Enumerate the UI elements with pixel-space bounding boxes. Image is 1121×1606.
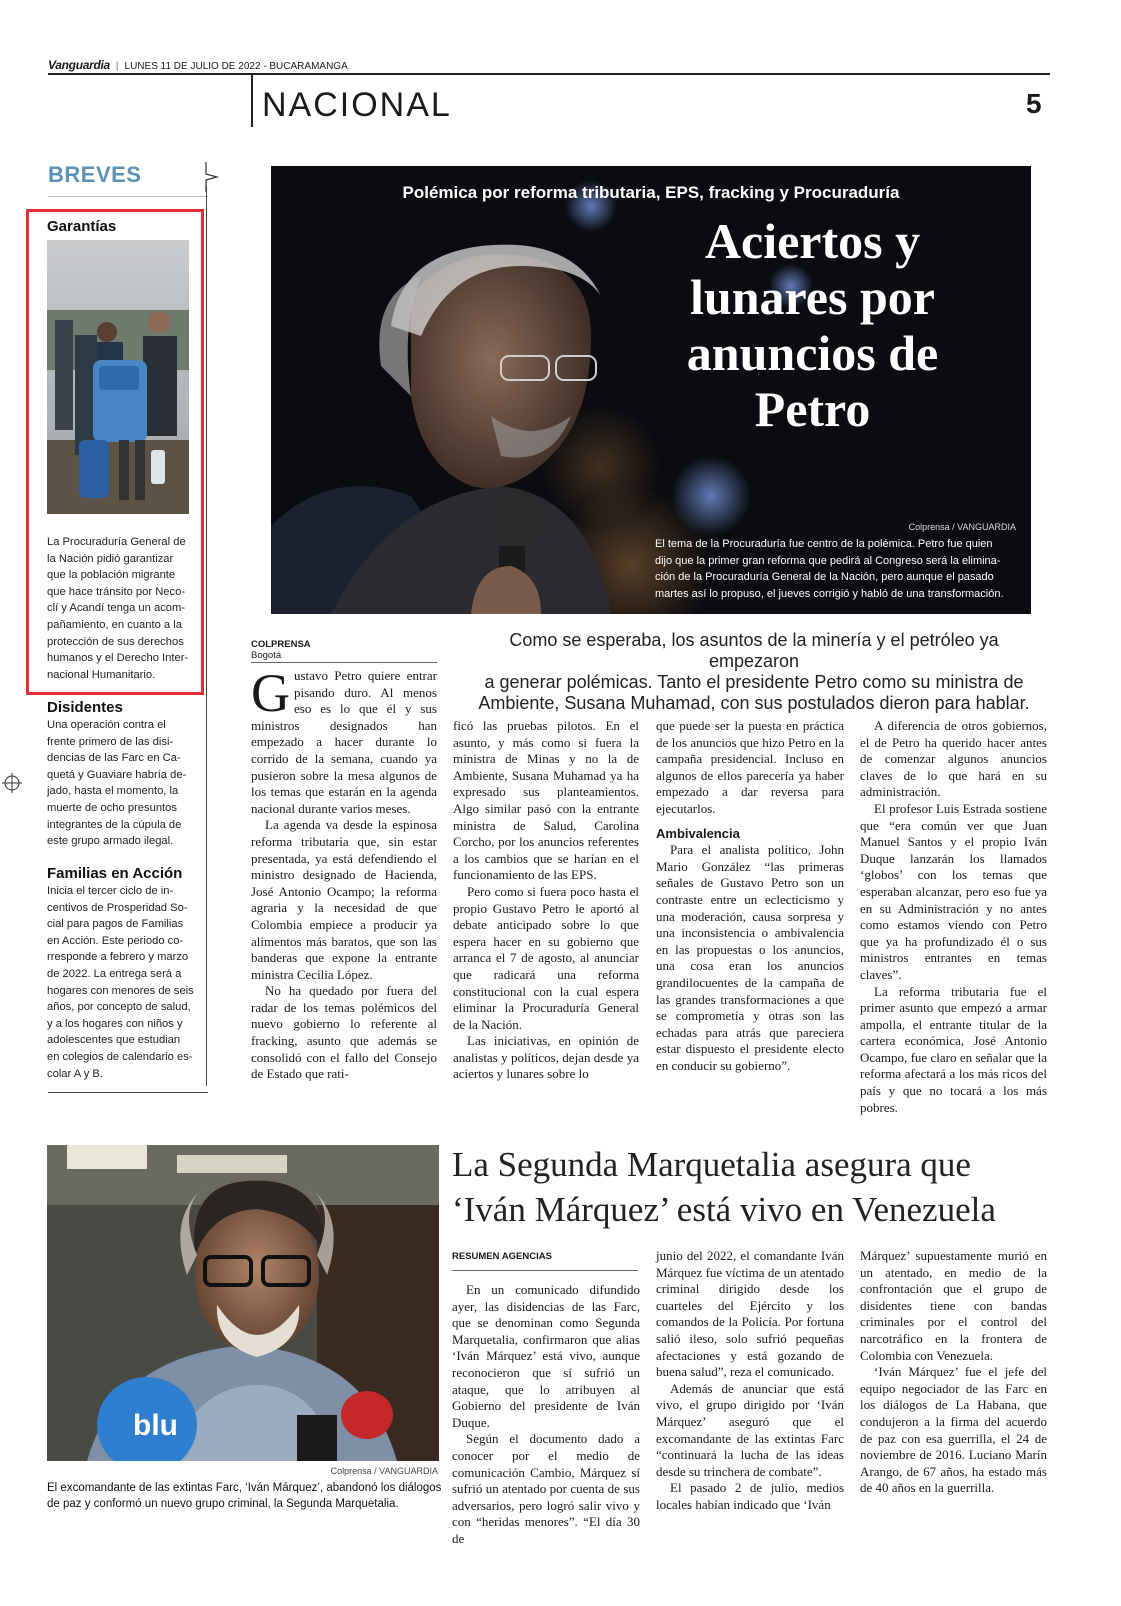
- breves-bottom-rule: [48, 1092, 208, 1093]
- masthead-separator: |: [115, 61, 119, 72]
- article-paragraph: Pero como si fuera poco hasta el propio Gustavo Petro le aportó al debate anticipado sobre lo que espera hacer en su gobierno que arranca el 7 de agosto, al anunciar que radicará una reforma constitucional con la cual espera eliminar la Procuraduría General de la Nación.: [453, 883, 639, 1032]
- article-column-3: [656, 718, 844, 1074]
- registration-mark-icon: [2, 773, 22, 793]
- masthead-rule: [48, 73, 1050, 75]
- photo-caption-story2: El excomandante de las extintas Farc, ‘Iván Márquez’, abandonó los diálogos de paz y conformó un nuevo grupo criminal, la Segunda Marquetalia.: [47, 1482, 442, 1510]
- article-paragraph: Según el documento dado a conocer por el medio de comunicación Cambio, Márquez sí sufrió un atentado por cuenta de sus adversarios, pero logró salir vivo y con “heridas menores”. “El día 30 de: [452, 1431, 640, 1546]
- article-paragraph: La reforma tributaria fue el primer asunto que empezó a armar ampolla, el entrante titular de la cartera económica, José Antonio Ocampo, fue claro en señalar que la reforma afectará a los más ricos del país y que no tocará a los más pobres.: [860, 983, 1047, 1115]
- article-subhead: Ambivalencia: [656, 825, 740, 841]
- hero-kicker: Polémica por reforma tributaria, EPS, fracking y Procuraduría: [402, 183, 900, 202]
- article-paragraph: A diferencia de otros gobiernos, el de Petro ha querido hacer antes de comenzar algunos anuncios claves de lo que hará en su administración.: [860, 718, 1047, 800]
- article-paragraph: Además de anunciar que está vivo, el grupo dirigido por ‘Iván Márquez’ aseguró que el excomandante de las extintas Farc “continuará la lucha de las ideas desde su trinchera de combate”.: [656, 1380, 844, 1479]
- article-column-1: [251, 663, 437, 1083]
- article-paragraph: El pasado 2 de julio, medios locales habían indicado que ‘Iván: [656, 1480, 844, 1512]
- masthead-brand: Vanguardia: [48, 58, 110, 72]
- byline-rule: [452, 1270, 638, 1271]
- article-paragraph: que puede ser la puesta en práctica de los anuncios que hizo Petro en la campaña presidencial. Incluso en algunos de ellos parecería ya haber empezado a dar reversa para ejecutarlos.: [656, 718, 844, 816]
- article-paragraph: Márquez’ supuestamente murió en un atentado, en medio de la confrontación que el grupo de disidentes tiene con bandas criminales por el control del narcotráfico en la frontera de Colombia con Venezuela.: [860, 1248, 1047, 1363]
- article-deck: Como se esperaba, los asuntos de la minería y el petróleo ya empezaron a generar polémicas. Tanto el presidente Petro como su ministra de Ambiente, Susana Muhamad, con sus postulados dieron para hablar.: [478, 630, 1030, 713]
- brief-text-garantias: La Procuraduría General de la Nación pidió garantizar que la población migrante que hace tránsito por Neco- clí y Acandí tenga un acom- pañamiento, en cuanto a la protección de sus derechos humanos y el Derecho Inter- nacional Humanitario.: [47, 536, 189, 681]
- breves-column-rule: [206, 186, 207, 1086]
- article-column-2: [453, 718, 639, 1083]
- photo-ivan-marquez: [47, 1145, 439, 1461]
- brief-heading-garantias: Garantías: [47, 218, 117, 235]
- section-title: NACIONAL: [262, 86, 452, 124]
- blu-mic-logo: blu: [133, 1409, 178, 1442]
- story2-headline: La Segunda Marquetalia asegura que ‘Iván Márquez’ está vivo en Venezuela: [452, 1145, 996, 1229]
- brief-text-familias: Inicia el tercer ciclo de in- centivos de Prosperidad So- cial para pagos de Familias en Acción. Este periodo co- rresponde a febrero y marzo de 2022. La entrega será a hogares con menores de seis años, por concepto de salud, y a los hogares con niños y adolescentes que estudian en colegios de calendario es- colar A y B.: [47, 885, 194, 1080]
- breves-rule: [48, 196, 208, 197]
- article-paragraph: Gustavo Petro quiere entrar pisando duro. Al menos eso es lo que él y sus ministros designados han empezado a hacer durante lo corrido de la semana, cuando ya pusieron sobre la mesa algunos de los temas que estarán en la agenda nacional durante varios meses.: [251, 663, 437, 816]
- article-paragraph: La agenda va desde la espinosa reforma tributaria que, sin estar presentada, ya está defendiendo el ministro designado de Hacienda, José Antonio Ocampo; la reforma agraria y la necesidad de que Colombia empiece a producir ya alimentos más baratos, que son las banderas que expone la entrante ministra Cecilia López.: [251, 817, 437, 982]
- masthead-dateline: LUNES 11 DE JULIO DE 2022 - BUCARAMANGA: [124, 61, 348, 72]
- article-paragraph: junio del 2022, el comandante Iván Márquez fue víctima de un atentado criminal dirigido desde los cuarteles del Ejército y los comandos de la Policía. Por fortuna salió ileso, solo sufrió pequeñas afectaciones y está gozando de buena salud”, reza el comunicado.: [656, 1248, 844, 1380]
- story2-column-3: [860, 1248, 1047, 1497]
- article-paragraph: Las iniciativas, en opinión de analistas y políticos, dejan desde ya aciertos y lunares sobre lo: [453, 1033, 639, 1082]
- story2-byline: RESUMEN AGENCIAS: [452, 1251, 552, 1262]
- story2-column-1: [452, 1282, 640, 1548]
- hero-photo-credit: Colprensa / VANGUARDIA: [908, 522, 1016, 532]
- hero-caption: El tema de la Procuraduría fue centro de la polémica. Petro fue quien dijo que la primer gran reforma que pedirá al Congreso será la elimina- ción de la Procuraduría General de la Nación, pero aunque el pasado martes así lo propuso, el jueves corrigió y habló de una transformación.: [655, 538, 1004, 600]
- brief-heading-disidentes: Disidentes: [47, 699, 123, 716]
- brief-text-disidentes: Una operación contra el frente primero de las disi- dencias de las Farc en Ca- quetá y Guaviare habría de- jado, hasta el momento, la muerte de ocho presuntos integrantes de la cúpula de este grupo armado ilegal.: [47, 719, 187, 848]
- hero-headline: Aciertos y lunares por anuncios de Petro: [686, 213, 939, 437]
- article-paragraph: Para el analista político, John Mario González “las primeras señales de Gustavo Petro son un contraste entre un eclecticismo y una moderación, causa sorpresa y una inconsistencia o ambivalencia en las propuestas o los anuncios, una cosa eran los anuncios grandilocuentes de la campaña de las grandes transformaciones a que se comprometía y otras son las echadas para atrás que pareciera estar dispuesto el presidente electo en conducir su gobierno”.: [656, 842, 844, 1073]
- dropcap: G: [251, 663, 290, 723]
- article-paragraph: ‘Iván Márquez’ fue el jefe del equipo negociador de las Farc en los diálogos de La Habana, que condujeron a la firma del acuerdo de paz con esa guerrilla, el 24 de noviembre de 2016. Luciano Marín Arango, de 67 años, ha estado más de 40 años en la guerrilla.: [860, 1364, 1047, 1496]
- article-column-4: [860, 718, 1047, 1116]
- page-number: 5: [1026, 88, 1042, 119]
- masthead: [48, 58, 1048, 72]
- article-paragraph: En un comunicado difundido ayer, las disidencias de las Farc, que se denominan como Segunda Marquetalia, confirmaron que alias ‘Iván Márquez’ está vivo, aunque reconocieron que sí sufrió un ataque, que lo atribuyen al Gobierno del presidente de Iván Duque.: [452, 1282, 640, 1430]
- article-byline: [251, 639, 311, 661]
- breves-title: BREVES: [48, 162, 142, 187]
- byline-city: Bogotá: [251, 650, 282, 661]
- brief-heading-familias: Familias en Acción: [47, 865, 183, 882]
- story2-column-2: [656, 1248, 844, 1514]
- article-paragraph: El profesor Luis Estrada sostiene que “era común ver que Juan Manuel Santos y el propio Iván Duque lanzarán los llamados ‘globos’ con los temas que esperaban alcanzar, pero eso fue ya en su Administración y no antes como estamos viendo con Petro que ya ha profundizado él o sus ministros entrantes en temas claves”.: [860, 800, 1047, 982]
- highlight-box: [26, 209, 204, 695]
- article-paragraph: No ha quedado por fuera del radar de los temas polémicos del nuevo gobierno lo referente al fracking, asunto que además se consolidó con el fallo del Consejo de Estado que rati-: [251, 983, 437, 1082]
- photo-credit-story2: Colprensa / VANGUARDIA: [330, 1466, 438, 1476]
- article-paragraph: ficó las pruebas pilotos. En el asunto, y más como si fuera la ministra de Minas y no la de Ambiente, Susana Muhamad ya ha expresado sus planteamientos. Algo similar pasó con la entrante ministra de Salud, Carolina Corcho, por los anuncios referentes a los cambios que se harían en el funcionamiento de las EPS.: [453, 718, 639, 883]
- byline-agency: COLPRENSA: [251, 639, 311, 650]
- section-divider: [251, 75, 253, 127]
